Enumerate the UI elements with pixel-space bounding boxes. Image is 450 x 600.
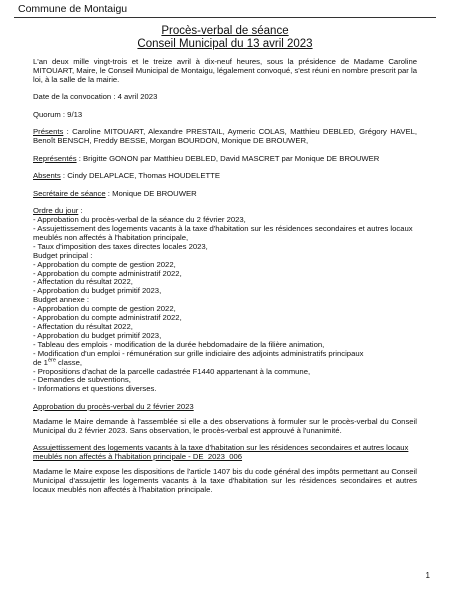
- document-subtitle: Conseil Municipal du 13 avril 2023: [137, 38, 313, 50]
- presents-label: Présents: [33, 127, 64, 137]
- header-rule: [14, 17, 436, 18]
- absents-text: : Cindy DELAPLACE, Thomas HOUDELETTE: [60, 171, 220, 181]
- agenda-item: - Assujettissement des logements vacants à la taxe d'habitation sur les résidences secondaires et autres locaux meublés non affectés à l'habitation principale,: [33, 224, 413, 242]
- section1-heading: Approbation du procès-verbal du 2 février 2023: [33, 401, 194, 411]
- presents-text: : Caroline MITOUART, Alexandre PRESTAIL, Aymeric COLAS, Matthieu DEBLED, Grégory HAVEL, Benoît BENSCH, Freddy BESSE, Morgan BOURDON, Monique DE BROUWER,: [33, 127, 417, 146]
- document-title: Procès-verbal de séance: [161, 25, 289, 37]
- agenda-item: - Approbation du procès-verbal de la séance du 2 février 2023,: [33, 215, 246, 225]
- commune-header: Commune de Montaigu: [18, 3, 128, 15]
- document-body: [33, 58, 417, 495]
- agenda-item: - Approbation du budget primitif 2023,: [33, 286, 162, 296]
- section1-text: Madame le Maire demande à l'assemblée si elle a des observations à formuler sur le procès-verbal du Conseil Municipal du 2 février 2023. Sans observation, le procès-verbal est approuvé à l'unanimité.: [33, 416, 417, 435]
- agenda-item: - Approbation du compte de gestion 2022,: [33, 304, 176, 314]
- convocation-date: Date de la convocation : 4 avril 2023: [33, 92, 158, 102]
- agenda-item: Budget principal :: [33, 250, 93, 260]
- page-number: 1: [425, 571, 430, 580]
- agenda-item: - Taux d'imposition des taxes directes locales 2023,: [33, 241, 208, 251]
- agenda-item: - Tableau des emplois - modification de la durée hebdomadaire de la filière animation,: [33, 339, 325, 349]
- ordre-label: Ordre du jour: [33, 206, 79, 216]
- representes-text: : Brigitte GONON par Matthieu DEBLED, David MASCRET par Monique DE BROUWER: [76, 153, 380, 163]
- section2-text: Madame le Maire expose les dispositions de l'article 1407 bis du code général des impôts permettant au Conseil Municipal d'assujettir les logements vacants à la taxe d'habitation sur les résidences secondaires et autres locaux meublés non affectés à l'habitation principale.: [33, 466, 417, 494]
- absents-paragraph: [33, 172, 417, 181]
- agenda-item: - Approbation du compte de gestion 2022,: [33, 259, 176, 269]
- section2-heading: Assujettissement des logements vacants à la taxe d'habitation sur les résidences secondaires et autres locaux meublés non affectés à l'habitation principale - DE_2023_006: [33, 443, 409, 462]
- agenda-item: - Approbation du budget primitif 2023,: [33, 330, 162, 340]
- quorum: Quorum : 9/13: [33, 109, 83, 119]
- representes-paragraph: [33, 155, 417, 164]
- agenda-item: Budget annexe :: [33, 295, 89, 305]
- ordre-colon: :: [78, 206, 83, 216]
- agenda-item: - Propositions d'achat de la parcelle cadastrée F1440 appartenant à la commune,: [33, 366, 311, 376]
- agenda-item: - Affectation du résultat 2022,: [33, 322, 133, 331]
- presents-paragraph: [33, 128, 417, 146]
- absents-label: Absents: [33, 171, 61, 181]
- agenda-item: - Modification d'un emploi - rémunération sur grille indiciaire des adjoints administratifs principaux: [33, 348, 364, 358]
- agenda-item: - Informations et questions diverses.: [33, 384, 157, 394]
- intro-paragraph: L'an deux mille vingt-trois et le treize avril à dix-neuf heures, sous la présidence de Madame Caroline MITOUART, Maire, le Conseil Municipal de Montaigu, légalement convoqué, s'est réuni en nombre prescrit par la loi, à la salle de la mairie.: [33, 57, 417, 84]
- secretaire-paragraph: [33, 190, 417, 199]
- representes-label: Représentés: [33, 153, 77, 163]
- agenda-item: - Approbation du compte administratif 2022,: [33, 313, 182, 323]
- agenda-item: - Approbation du compte administratif 2022,: [33, 268, 182, 278]
- secretaire-label: Secrétaire de séance: [33, 188, 106, 198]
- agenda-item: - Affectation du résultat 2022,: [33, 277, 133, 287]
- agenda-item-continuation: de 1ère classe,: [33, 357, 82, 367]
- secretaire-text: : Monique DE BROUWER: [105, 188, 197, 198]
- agenda-item: - Demandes de subventions,: [33, 375, 131, 385]
